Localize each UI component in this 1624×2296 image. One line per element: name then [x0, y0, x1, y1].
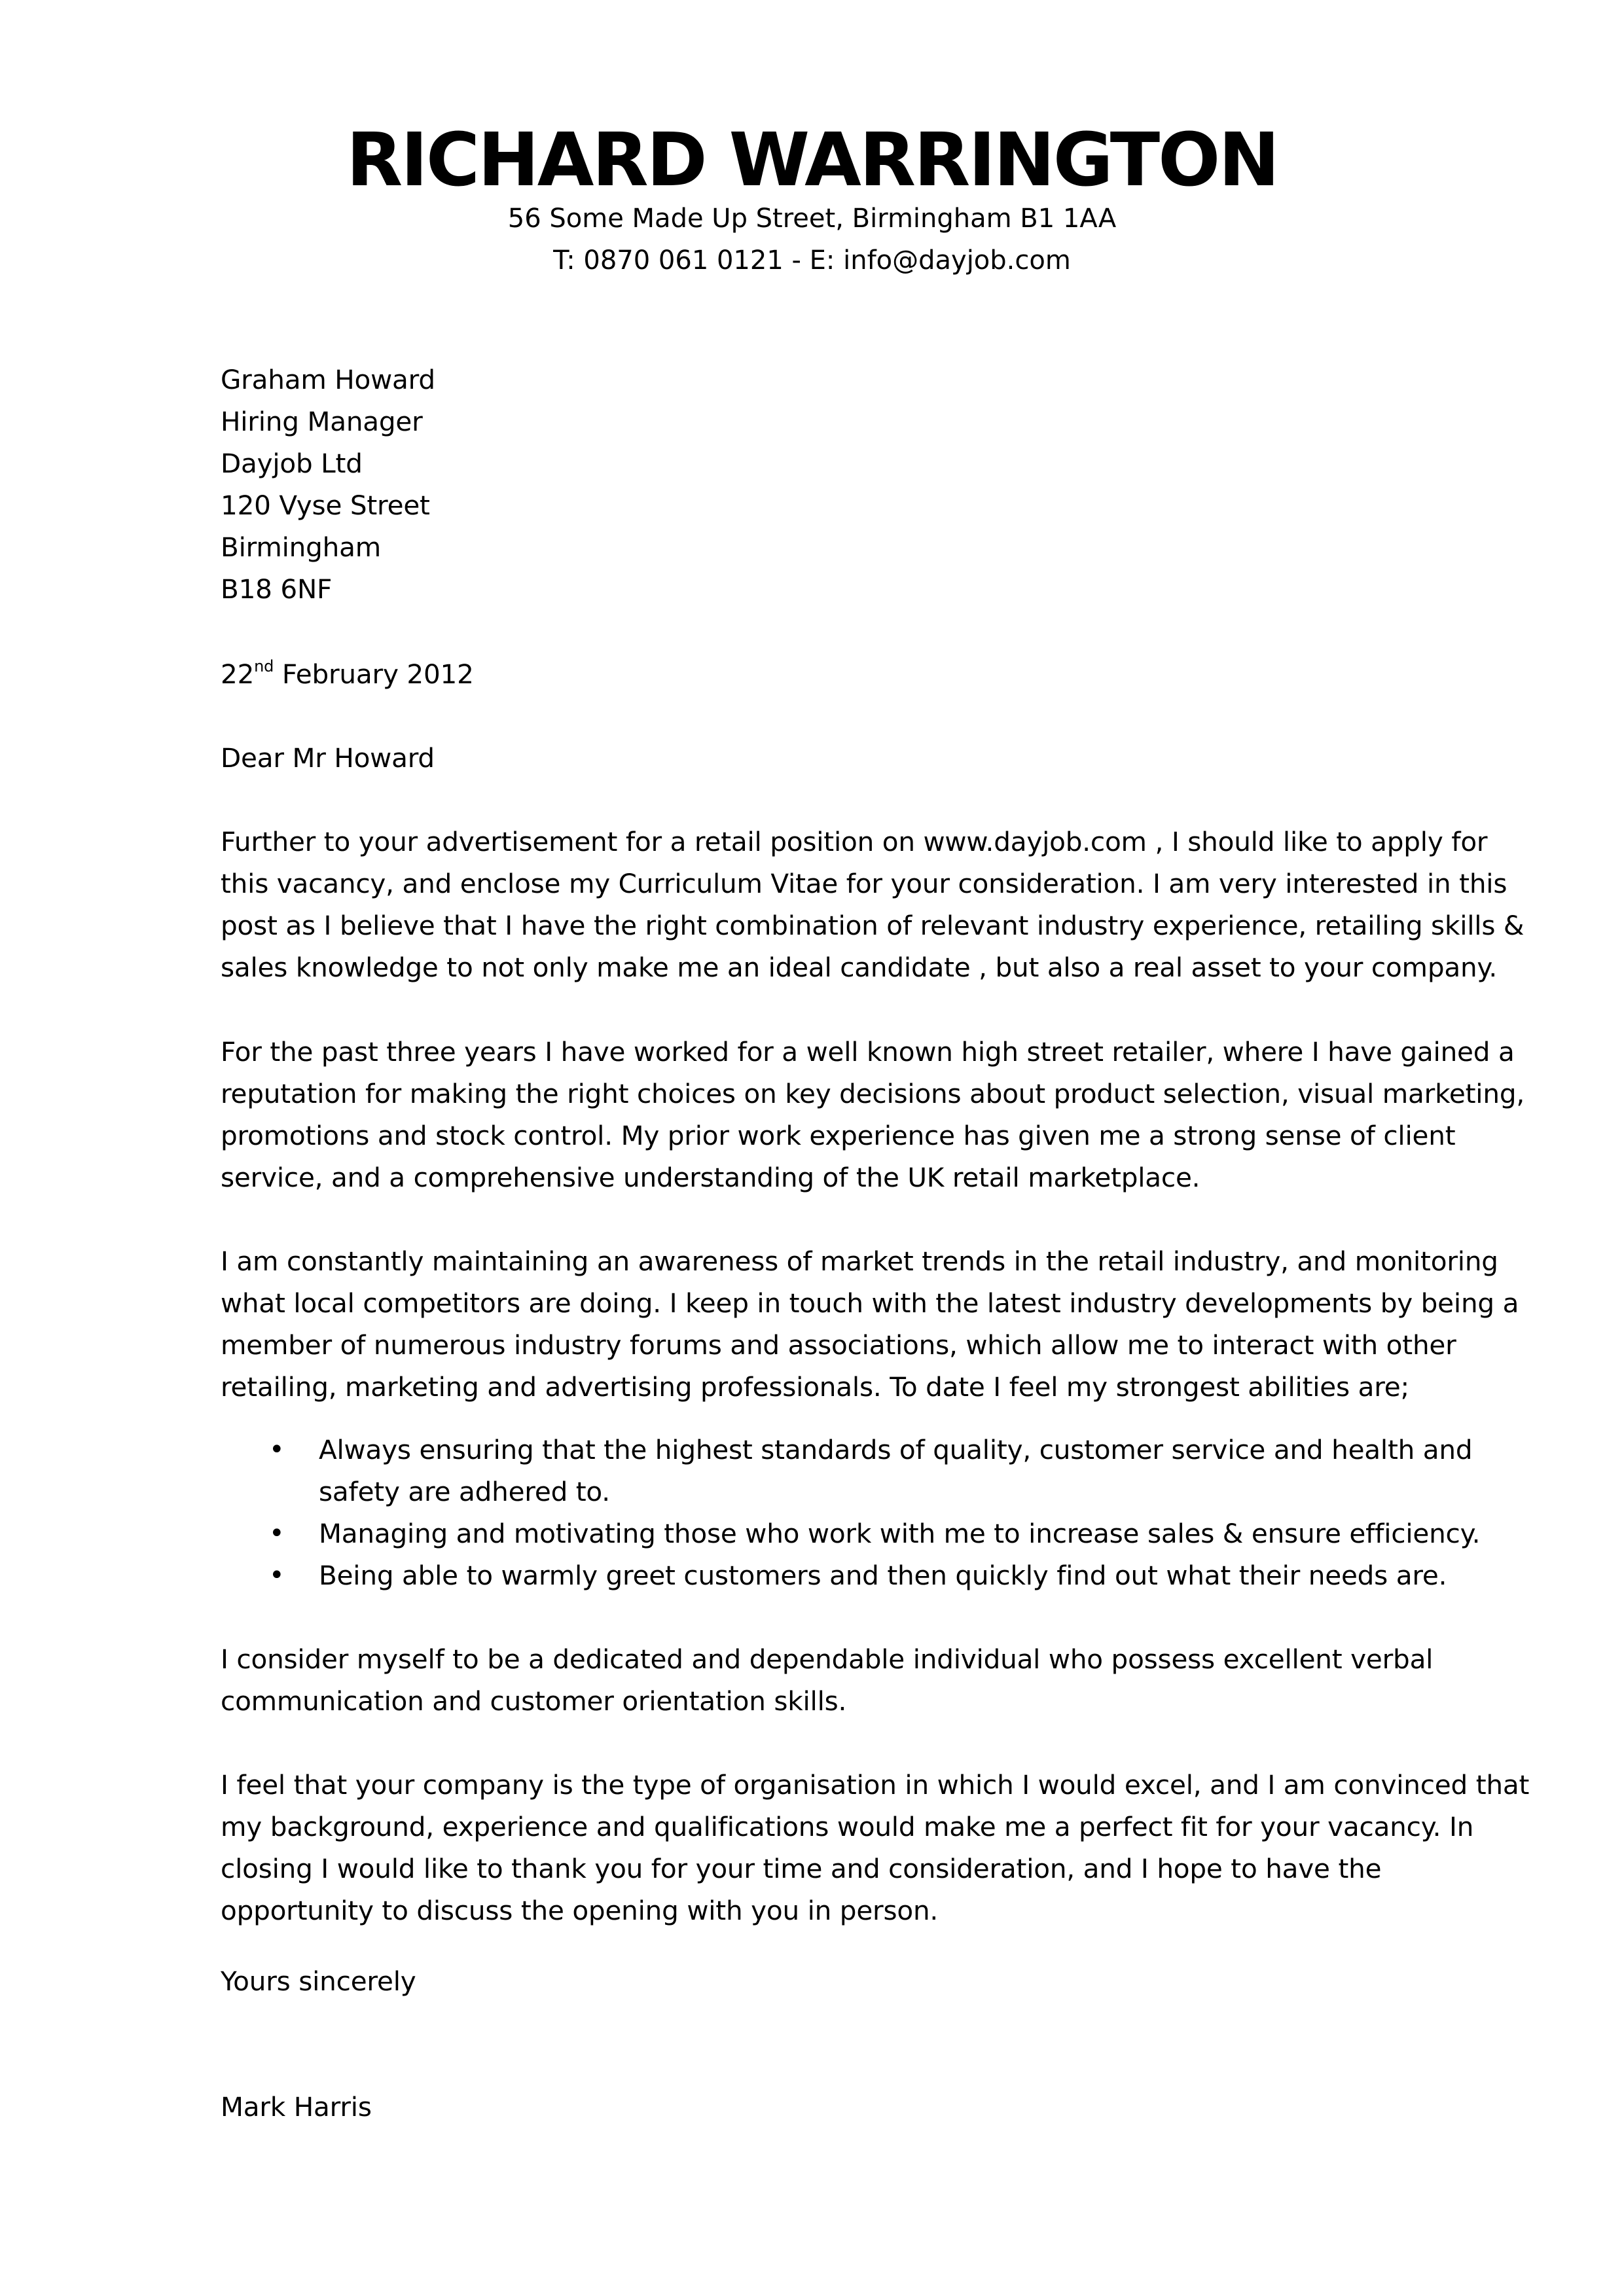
paragraph-3	[221, 1240, 1519, 1408]
bullet-icon: •	[269, 1560, 285, 1590]
paragraph-line: my background, experience and qualifications would make me a perfect fit for your vacancy. In	[221, 1811, 1474, 1842]
closing-text: Yours sincerely	[221, 1965, 416, 1997]
paragraph-line: communication and customer orientation skills.	[221, 1685, 847, 1717]
letter-date	[221, 653, 1438, 695]
salutation-text: Dear Mr Howard	[221, 742, 435, 774]
paragraph-line: what local competitors are doing. I keep in touch with the latest industry developments by being a	[221, 1287, 1519, 1319]
recipient-line: B18 6NF	[221, 573, 333, 605]
date-rest: February 2012	[274, 658, 474, 690]
date-day: 22	[221, 658, 255, 690]
paragraph-line: I feel that your company is the type of organisation in which I would excel, and I am convinced that	[221, 1769, 1530, 1801]
list-item-line: Being able to warmly greet customers and then quickly find out what their needs are.	[319, 1560, 1447, 1591]
signature	[221, 2086, 1438, 2128]
abilities-list	[221, 1429, 1481, 1596]
list-item-line: Always ensuring that the highest standards of quality, customer service and health and	[319, 1434, 1473, 1465]
list-item	[221, 1554, 1447, 1596]
closing	[221, 1960, 1438, 2002]
paragraph-line: opportunity to discuss the opening with you in person.	[221, 1895, 939, 1926]
paragraph-line: this vacancy, and enclose my Curriculum Vitae for your consideration. I am very interested in this	[221, 868, 1507, 899]
list-item	[221, 1429, 1473, 1513]
sender-contact: T: 0870 061 0121 - E: info@dayjob.com	[553, 245, 1071, 276]
paragraph-4	[221, 1638, 1438, 1722]
paragraph-line: promotions and stock control. My prior work experience has given me a strong sense of client	[221, 1120, 1456, 1151]
list-item-line: Managing and motivating those who work with me to increase sales & ensure efficiency.	[319, 1518, 1481, 1549]
paragraph-line: Further to your advertisement for a retail position on www.dayjob.com , I should like to apply for	[221, 826, 1488, 857]
paragraph-line: retailing, marketing and advertising professionals. To date I feel my strongest abilities are;	[221, 1371, 1409, 1403]
signature-name: Mark Harris	[221, 2091, 372, 2123]
paragraph-line: service, and a comprehensive understanding of the UK retail marketplace.	[221, 1162, 1200, 1193]
paragraph-line: I consider myself to be a dedicated and dependable individual who possess excellent verbal	[221, 1643, 1434, 1675]
paragraph-line: reputation for making the right choices on key decisions about product selection, visual marketing,	[221, 1078, 1525, 1109]
paragraph-line: sales knowledge to not only make me an ideal candidate , but also a real asset to your company.	[221, 952, 1498, 983]
recipient-line: Birmingham	[221, 531, 381, 563]
paragraph-line: post as I believe that I have the right combination of relevant industry experience, retailing skills &	[221, 910, 1525, 941]
salutation	[221, 737, 1438, 779]
paragraph-line: For the past three years I have worked for a well known high street retailer, where I have gained a	[221, 1036, 1515, 1067]
recipient-line: Hiring Manager	[221, 406, 423, 437]
recipient-line: 120 Vyse Street	[221, 490, 430, 521]
bullet-icon: •	[269, 1518, 285, 1549]
recipient-line: Dayjob Ltd	[221, 448, 363, 479]
paragraph-line: member of numerous industry forums and associations, which allow me to interact with other	[221, 1329, 1456, 1361]
recipient-line: Graham Howard	[221, 364, 435, 395]
paragraph-2	[221, 1031, 1525, 1198]
paragraph-line: I am constantly maintaining an awareness of market trends in the retail industry, and monitoring	[221, 1246, 1498, 1277]
paragraph-1	[221, 821, 1525, 988]
list-item	[221, 1513, 1481, 1554]
sender-name: RICHARD WARRINGTON	[346, 118, 1278, 203]
sender-address: 56 Some Made Up Street, Birmingham B1 1AA	[507, 204, 1117, 234]
list-item-line: safety are adhered to.	[319, 1476, 610, 1507]
date-suffix: nd	[254, 657, 274, 675]
bullet-icon: •	[269, 1435, 285, 1465]
recipient-block	[221, 359, 1438, 610]
paragraph-line: closing I would like to thank you for your time and consideration, and I hope to have the	[221, 1853, 1382, 1884]
paragraph-5	[221, 1764, 1530, 1931]
